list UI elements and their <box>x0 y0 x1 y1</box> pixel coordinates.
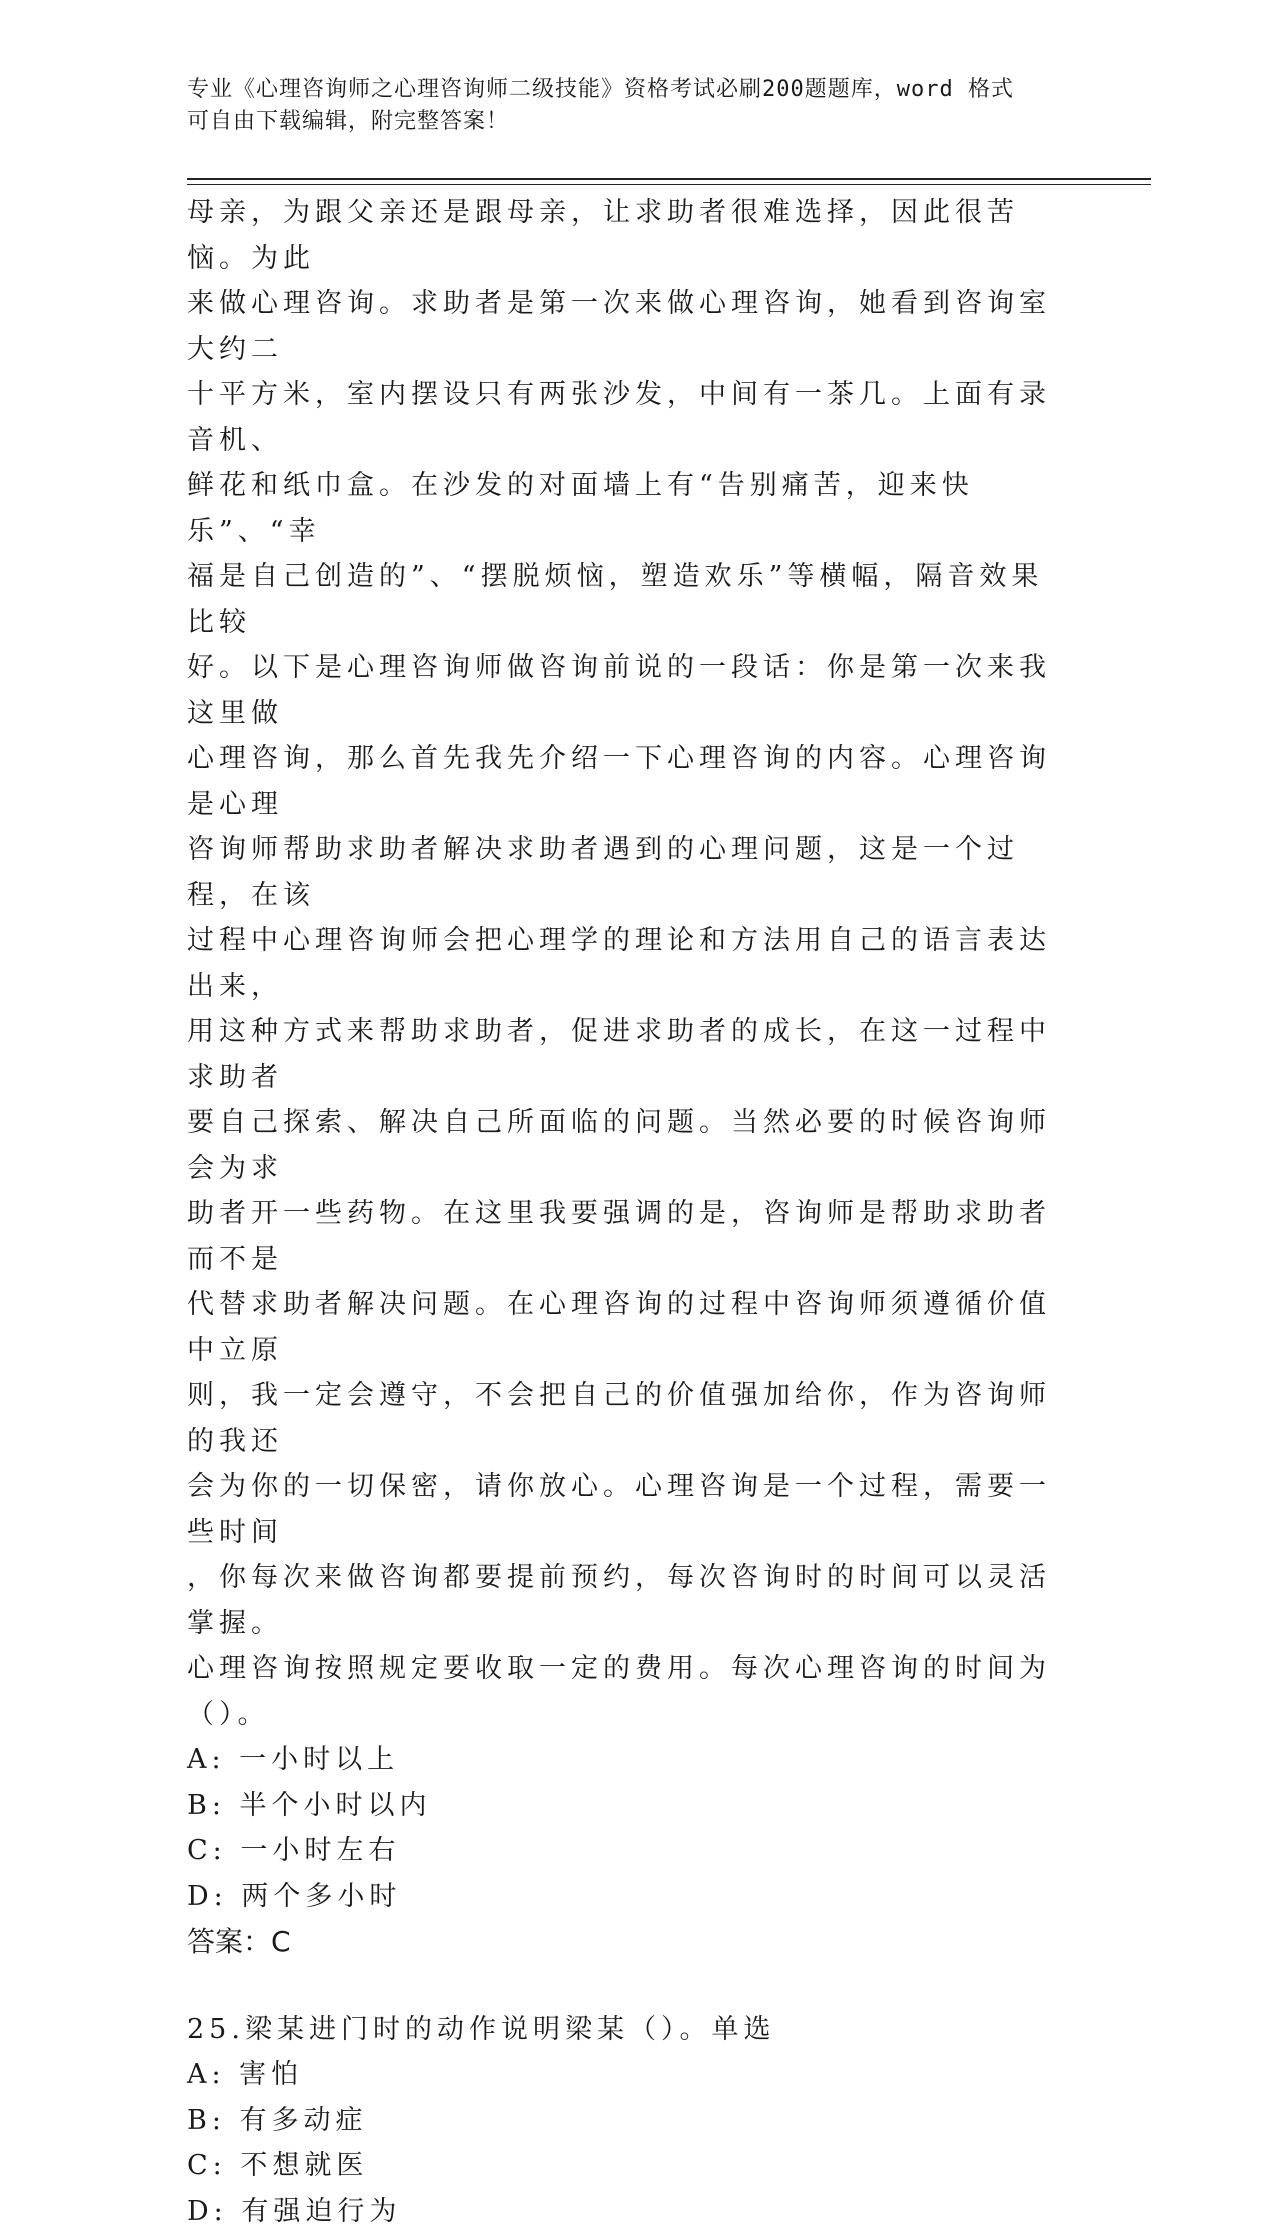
question-25-options <box>187 2052 1067 2234</box>
option-c: C: 不想就医 <box>187 2143 1067 2189</box>
stem-line: 过程中心理咨询师会把心理学的理论和方法用自己的语言表达出来， <box>187 918 1067 1009</box>
stem-line: 福是自己创造的”、“摆脱烦恼，塑造欢乐”等横幅，隔音效果比较 <box>187 554 1067 645</box>
question-content <box>187 190 1067 2234</box>
stem-line: 则，我一定会遵守，不会把自己的价值强加给你，作为咨询师的我还 <box>187 1373 1067 1464</box>
stem-line: 助者开一些药物。在这里我要强调的是，咨询师是帮助求助者而不是 <box>187 1191 1067 1282</box>
header-divider-thick <box>187 178 1151 180</box>
header-title-line-2: 可自由下载编辑，附完整答案！ <box>187 106 1067 138</box>
question-25-stem: 25.梁某进门时的动作说明梁某（）。单选 <box>187 2007 1067 2053</box>
stem-line: 心理咨询按照规定要收取一定的费用。每次心理咨询的时间为（）。 <box>187 1646 1067 1737</box>
stem-line: 好。以下是心理咨询师做咨询前说的一段话：你是第一次来我这里做 <box>187 645 1067 736</box>
stem-line: 十平方米，室内摆设只有两张沙发，中间有一茶几。上面有录音机、 <box>187 372 1067 463</box>
stem-line: 鲜花和纸巾盒。在沙发的对面墙上有“告别痛苦，迎来快乐”、“幸 <box>187 463 1067 554</box>
option-b: B: 有多动症 <box>187 2098 1067 2144</box>
stem-line: 母亲，为跟父亲还是跟母亲，让求助者很难选择，因此很苦恼。为此 <box>187 190 1067 281</box>
option-c: C: 一小时左右 <box>187 1828 1067 1874</box>
stem-line: 心理咨询，那么首先我先介绍一下心理咨询的内容。心理咨询是心理 <box>187 736 1067 827</box>
answer-label: 答案：C <box>187 1919 1067 1965</box>
option-a: A: 害怕 <box>187 2052 1067 2098</box>
stem-line: ，你每次来做咨询都要提前预约，每次咨询时的时间可以灵活掌握。 <box>187 1555 1067 1646</box>
header-title-line-1: 专业《心理咨询师之心理咨询师二级技能》资格考试必刷200题题库，word 格式 <box>187 74 1067 106</box>
question-24-stem <box>187 190 1067 1737</box>
stem-line: 代替求助者解决问题。在心理咨询的过程中咨询师须遵循价值中立原 <box>187 1282 1067 1373</box>
stem-line: 要自己探索、解决自己所面临的问题。当然必要的时候咨询师会为求 <box>187 1100 1067 1191</box>
option-d: D: 有强迫行为 <box>187 2189 1067 2234</box>
header-divider-thin <box>187 184 1151 185</box>
stem-line: 来做心理咨询。求助者是第一次来做心理咨询，她看到咨询室大约二 <box>187 281 1067 372</box>
option-b: B: 半个小时以内 <box>187 1783 1067 1829</box>
question-24-options <box>187 1737 1067 1919</box>
stem-line: 用这种方式来帮助求助者，促进求助者的成长，在这一过程中求助者 <box>187 1009 1067 1100</box>
option-a: A: 一小时以上 <box>187 1737 1067 1783</box>
option-d: D: 两个多小时 <box>187 1874 1067 1920</box>
question-gap <box>187 1965 1067 2007</box>
stem-line: 咨询师帮助求助者解决求助者遇到的心理问题，这是一个过程，在该 <box>187 827 1067 918</box>
stem-line: 会为你的一切保密，请你放心。心理咨询是一个过程，需要一些时间 <box>187 1464 1067 1555</box>
document-header <box>187 74 1067 138</box>
